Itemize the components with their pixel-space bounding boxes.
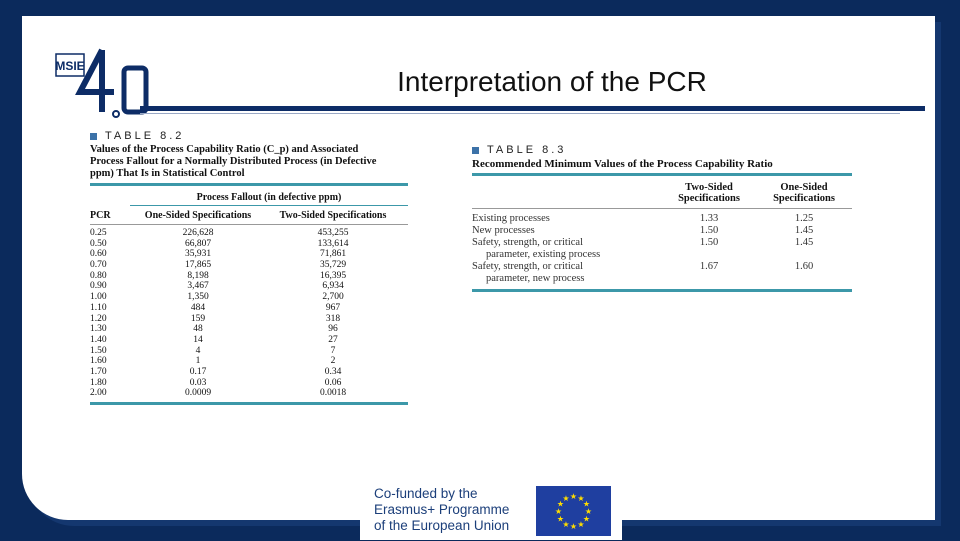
- table-cell: 0.03: [189, 377, 207, 388]
- table-cell: 7: [330, 345, 336, 356]
- table-cell: Existing processes: [472, 213, 550, 224]
- table-cell: 14: [193, 334, 203, 345]
- table-cell: 1,350: [187, 292, 209, 303]
- bullet-square-icon: [472, 147, 479, 154]
- group-header: Process Fallout (in defective ppm): [130, 188, 408, 206]
- table-cell: 96: [328, 324, 338, 335]
- table-row: [90, 314, 408, 325]
- msie-logo: [44, 42, 159, 128]
- table-bottom-rule: [472, 289, 852, 292]
- column-header: One-Sided Specifications: [144, 210, 252, 221]
- table-cell: 66,807: [184, 238, 212, 249]
- star-icon: ★: [569, 492, 578, 501]
- column-header: [472, 182, 662, 204]
- table-cell: 0.17: [189, 366, 207, 377]
- column-headers: [472, 178, 852, 209]
- table-cell: 1: [195, 356, 201, 367]
- table-cell: Safety, strength, or critical: [472, 261, 583, 272]
- table-body: [90, 225, 408, 399]
- title-rule-thin: [140, 113, 900, 114]
- table-cell: New processes: [472, 225, 535, 236]
- table-8-2: [90, 130, 408, 407]
- svg-text:MSIE: MSIE: [55, 59, 85, 73]
- table-row: [90, 367, 408, 378]
- title-rule: [140, 106, 925, 111]
- table-cell: 1.70: [90, 366, 107, 377]
- table-cell: 1.50: [699, 225, 719, 236]
- table-cell: 0.80: [90, 270, 107, 281]
- table-caption: Recommended Minimum Values of the Process Capability Ratio: [472, 158, 773, 170]
- table-label: TABLE 8.2: [105, 130, 185, 142]
- slide-title: Interpretation of the PCR: [397, 66, 707, 97]
- table-row: [90, 388, 408, 399]
- star-icon: ★: [562, 520, 570, 529]
- table-cell: 2,700: [322, 292, 344, 303]
- footer-badge: [360, 480, 622, 540]
- table-cell: Safety, strength, or critical: [472, 237, 583, 248]
- column-header: Two-Sided Specifications: [279, 210, 387, 221]
- table-row: [90, 281, 408, 292]
- table-cell: 35,931: [184, 249, 212, 260]
- table-cell: 1.45: [794, 225, 814, 236]
- table-cell: 159: [190, 313, 206, 324]
- eu-stars-icon: [536, 486, 611, 536]
- table-row: [90, 324, 408, 335]
- table-row: [90, 356, 408, 367]
- star-icon: ★: [554, 507, 563, 516]
- table-cell: 1.10: [90, 302, 107, 313]
- table-cell: 3,467: [187, 281, 209, 292]
- table-cell: 0.34: [324, 366, 342, 377]
- table-cell: 0.50: [90, 238, 107, 249]
- star-icon: ★: [556, 499, 565, 509]
- column-header: PCR: [90, 210, 111, 221]
- column-headers: [90, 206, 408, 225]
- table-cell: 1.60: [90, 356, 107, 367]
- table-cell: 4: [195, 345, 201, 356]
- table-cell: 0.0018: [319, 388, 347, 399]
- table-caption: [90, 144, 408, 180]
- table-cell: 133,614: [317, 238, 349, 249]
- table-cell: 1.30: [90, 324, 107, 335]
- table-rule: [90, 183, 408, 186]
- table-cell: 0.90: [90, 281, 107, 292]
- cofunded-text: [374, 486, 509, 534]
- footer-line: Co-funded by the: [374, 486, 478, 501]
- table-bottom-rule: [90, 402, 408, 405]
- footer-line: Erasmus+ Programme: [374, 502, 510, 517]
- table-rule: [472, 173, 852, 176]
- table-cell: 6,934: [322, 281, 344, 292]
- table-label: TABLE 8.3: [487, 144, 567, 156]
- table-cell: 1.50: [699, 237, 719, 248]
- table-row: [90, 271, 408, 282]
- table-cell: 1.20: [90, 313, 107, 324]
- caption-line: ppm) That Is in Statistical Control: [90, 168, 245, 179]
- star-icon: ★: [569, 522, 578, 531]
- slide: [22, 16, 935, 520]
- table-row: [90, 249, 408, 260]
- table-cell: 453,255: [317, 228, 349, 238]
- table-cell: 318: [325, 313, 341, 324]
- table-cell: 17,865: [184, 260, 212, 271]
- table-cell: 2.00: [90, 388, 107, 399]
- table-row: [90, 292, 408, 303]
- table-row: [90, 260, 408, 271]
- star-icon: ★: [584, 507, 593, 516]
- table-cell: 2: [330, 356, 336, 367]
- star-icon: ★: [577, 520, 585, 529]
- table-cell: parameter, new process: [486, 273, 585, 284]
- table-cell: 71,861: [319, 249, 347, 260]
- table-cell: 1.45: [794, 237, 814, 248]
- footer-line: of the European Union: [374, 518, 510, 533]
- table-row: [472, 225, 852, 237]
- table-cell: 967: [325, 302, 341, 313]
- table-row: [90, 346, 408, 357]
- table-cell: 0.70: [90, 260, 107, 271]
- caption-line: Process Fallout for a Normally Distributed Process (in Defective: [90, 156, 377, 167]
- table-cell: 35,729: [319, 260, 347, 271]
- eu-flag: [536, 486, 611, 536]
- table-cell: 16,395: [319, 270, 347, 281]
- msie-logo-graphic: [44, 42, 159, 128]
- table-cell: parameter, existing process: [486, 249, 601, 260]
- table-cell: 484: [190, 302, 206, 313]
- star-icon: ★: [582, 514, 591, 524]
- star-icon: ★: [556, 514, 565, 524]
- table-8-3: [472, 144, 852, 294]
- table-row: [90, 239, 408, 250]
- bullet-square-icon: [90, 133, 97, 140]
- table-cell: 8,198: [187, 270, 209, 281]
- table-cell: 1.60: [794, 261, 814, 272]
- star-icon: ★: [562, 494, 570, 503]
- table-row: [472, 237, 852, 261]
- table-row: [472, 213, 852, 225]
- table-row: [90, 303, 408, 314]
- table-cell: 1.33: [699, 213, 719, 224]
- table-cell: 1.25: [794, 213, 814, 224]
- table-cell: 1.80: [90, 377, 107, 388]
- table-body: [472, 209, 852, 285]
- table-row: [472, 261, 852, 285]
- column-header: One-Sided Specifications: [773, 182, 835, 204]
- table-cell: 0.60: [90, 249, 107, 260]
- caption-line: Values of the Process Capability Ratio (C_p) and Associated: [90, 144, 359, 155]
- table-cell: 226,628: [182, 228, 214, 238]
- table-cell: 0.25: [90, 228, 107, 238]
- table-row: [90, 378, 408, 389]
- table-cell: 1.00: [90, 292, 107, 303]
- table-row: [90, 335, 408, 346]
- table-cell: 1.67: [699, 261, 719, 272]
- table-cell: 27: [328, 334, 338, 345]
- table-cell: 0.0009: [184, 388, 212, 399]
- table-cell: 48: [193, 324, 203, 335]
- table-cell: 1.40: [90, 334, 107, 345]
- table-cell: 1.50: [90, 345, 107, 356]
- star-icon: ★: [582, 499, 591, 509]
- star-icon: ★: [577, 494, 585, 503]
- table-cell: 0.06: [324, 377, 342, 388]
- table-row: [90, 228, 408, 239]
- column-header: Two-Sided Specifications: [678, 182, 740, 204]
